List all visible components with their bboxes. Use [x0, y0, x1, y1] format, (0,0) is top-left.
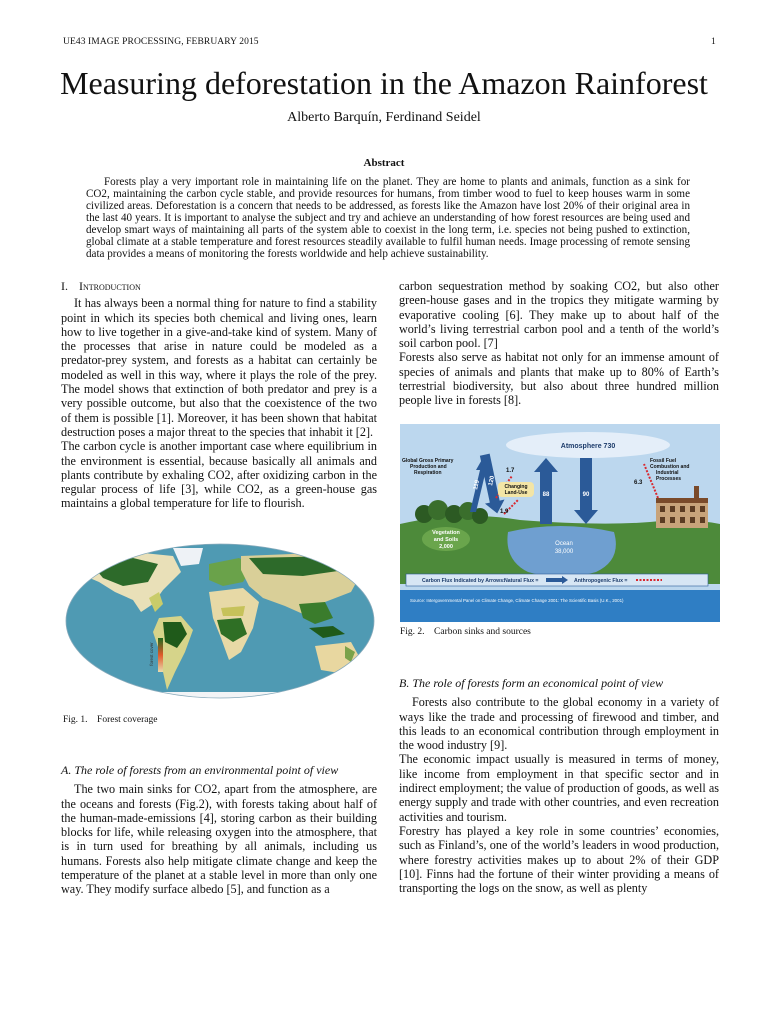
- figure-1-caption: Fig. 1. Forest coverage: [63, 715, 158, 725]
- natural-flux-label: Natural Flux =: [504, 578, 539, 584]
- flux-119: 119: [473, 479, 481, 491]
- section-title: Introduction: [79, 279, 141, 293]
- flux-6-3: 6.3: [634, 480, 643, 486]
- ocean-label: Ocean: [555, 541, 573, 547]
- gpp-label-3: Respiration: [414, 470, 442, 476]
- gpp-label-2: Production and: [410, 464, 447, 470]
- authors: Alberto Barquín, Ferdinand Seidel: [287, 110, 481, 125]
- anthropogenic-flux-label: Anthropogenic Flux =: [574, 578, 628, 584]
- page-number: 1: [711, 37, 716, 47]
- left-column-top: [61, 279, 377, 511]
- flux-90: 90: [582, 492, 590, 498]
- flux-120: 120: [488, 475, 497, 487]
- ocean-value: 38,000: [554, 549, 574, 555]
- source-strip: [400, 590, 720, 622]
- figure-2-caption: Fig. 2. Carbon sinks and sources: [400, 627, 531, 637]
- fossil-label-2: Combustion and: [650, 464, 690, 470]
- habitat-paragraph: Forests also serve as habitat not only for an immense amount of species of animals and plants that make up to 80% of Earth’s terrestrial biodiversity, but also about three hundred million people live in forests [8].: [399, 350, 719, 408]
- section-number: I.: [61, 279, 68, 293]
- subsection-heading-environmental: A. The role of forests from an environmental point of view: [61, 763, 339, 777]
- fossil-label-3: Industrial: [656, 470, 679, 476]
- fossil-label-1: Fossil Fuel: [650, 458, 677, 464]
- figure-source: Source: Intergovernmental Panel on Climate Change, Climate Change 2001: The Scientific Basis (U.K., 2001): [410, 598, 624, 603]
- flux-legend-label: Carbon Flux Indicated by Arrows:: [422, 578, 505, 584]
- environmental-paragraph: The two main sinks for CO2, apart from the atmosphere, are the oceans and forests (Fig.2), with forests taking about half of the human-made-emissions [4], storing carbon as their building blocks for life, while releasing oxygen into the atmosphere, that is in turn used for breathing by all animals, including us humans. Forests also help mitigate climate change and keep the temperature of the planet at a stable level in more than only one way. They modify surface albedo [5], and function as a: [61, 782, 377, 897]
- land-use-label-1: Changing: [504, 484, 528, 490]
- flux-1-7: 1.7: [506, 468, 515, 474]
- forest-coverage-map: [63, 542, 378, 700]
- flux-88: 88: [542, 492, 550, 498]
- carbon-cycle-diagram: [400, 424, 720, 622]
- left-column-bottom: [61, 763, 377, 897]
- economy-paragraph-3: Forestry has played a key role in some countries’ economies, such as Finland’s, one of the world’s leaders in wood production, where forestry activities makes up to about 2% of their GDP [10]. Finns had the fortune of their winter providing a means of transporting the logs on the snow, as well as plenty: [399, 823, 719, 896]
- abstract-heading: Abstract: [363, 157, 405, 169]
- section-heading-introduction: [61, 279, 377, 293]
- color-scale-label: forest cover: [149, 642, 154, 666]
- subsection-heading-economical: B. The role of forests form an economical point of view: [399, 676, 664, 690]
- land-use-label-2: Land-Use: [504, 490, 528, 496]
- right-column-top: [399, 279, 719, 408]
- economy-paragraph-1: Forests also contribute to the global economy in a variety of ways like the trade and processing of firewood and timber, and this leads to an economical contribution through employment in the wood industry [9].: [399, 695, 719, 753]
- vegetation-value: 2,000: [439, 544, 453, 550]
- color-scale-bar: [158, 638, 163, 672]
- abstract-text: Forests play a very important role in maintaining life on the planet. They are home to plants and animals, function as a sink for CO2, maintaining the carbon cycle stable, and provide resources for humans, from timber wood to fuel to keep houses warm in some civilized areas. Deforestation is a concern that needs to be addressed, as forests like the Amazon have lost 20% of their original area in the last 40 years. It is important to analyse the subject and try and achieve an understanding of how forest resources are being used and develop smart ways of maintaining all parts of the system able to coexist in the long term, i.e. species not being pushed to extinction, global climate at a stable temperature and forest resources steadily available to fulfil human needs. Image processing of remote sensing data provides a means of monitoring the forests worldwide and help achieve sustainability.: [86, 176, 690, 260]
- sequestration-paragraph: carbon sequestration method by soaking CO2, but also other green-house gases and in the tropics they mitigate warming by evaporative cooling [6]. They make up to about half of the world’s living terrestrial carbon pool and a tenth of the world’s soil carbon pool. [7]: [399, 279, 719, 351]
- atmosphere-label: Atmosphere 730: [560, 443, 616, 450]
- gpp-label-1: Global Gross Primary: [402, 458, 454, 464]
- economy-paragraph-2: The economic impact usually is measured in terms of money, like income from employment in that specific sector and in indirect employment; the value of production of goods, as well as energy supply and trade with other countries, and even recreation activities and tourism.: [399, 752, 719, 824]
- fossil-label-4: Processes: [656, 476, 682, 482]
- vegetation-label-2: and Soils: [433, 537, 459, 543]
- flux-1-9: 1.9: [500, 509, 509, 515]
- paper-title: Measuring deforestation in the Amazon Rainforest: [60, 65, 708, 101]
- running-head: UE43 IMAGE PROCESSING, FEBRUARY 2015: [63, 37, 259, 47]
- intro-paragraph-1: It has always been a normal thing for nature to find a stability point in which its species both chemical and living ones, learn how to live together in a give-and-take kind of system. Many of the processes that arise in nature could be modeled as a predator-prey system, and forests as a habitat can certainly be modeled as well in this way, where it plays the role of the prey. The model shows that extinction of both predator and prey is a very possible outcome, but also that the coexistence of the two of them is possible [1]. Moreover, it has been shown that habitat destruction poses a major threat to the species that inhabit it [2].: [61, 296, 377, 439]
- right-column-bottom: [399, 676, 719, 895]
- vegetation-label-1: Vegetation: [432, 530, 460, 536]
- intro-paragraph-2: The carbon cycle is another important case where equilibrium in the environment is essential, because basically all animals and plants contribute by exhaling CO2, after oxidizing carbon in the regular process of life [3], while CO2, as a green-house gas maintains a global temperature for life to flourish.: [61, 439, 377, 511]
